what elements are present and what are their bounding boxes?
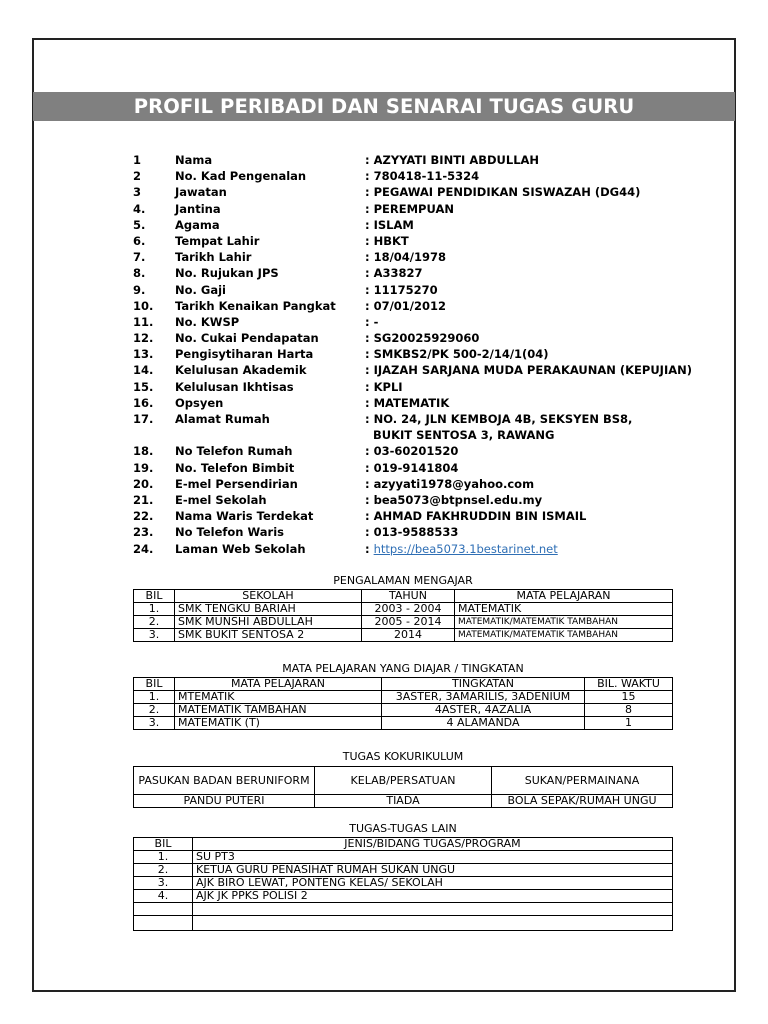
profile-value: : 019-9141804: [365, 460, 459, 475]
profile-number: 21.: [133, 492, 154, 507]
school-website-link[interactable]: https://bea5073.1bestarinet.net: [373, 541, 558, 556]
table-cell: 4ASTER, 4AZALIA: [382, 704, 585, 717]
profile-number: 15.: [133, 379, 154, 394]
column-header: KELAB/PERSATUAN: [315, 767, 492, 795]
column-header: SEKOLAH: [175, 590, 362, 603]
profile-row: [133, 362, 693, 378]
table-cell: MATEMATIK TAMBAHAN: [175, 704, 382, 717]
table-cell: BOLA SEPAK/RUMAH UNGU: [492, 795, 673, 808]
table-header-row: [134, 767, 673, 795]
profile-value: : 18/04/1978: [365, 250, 447, 265]
table-cell: 2.: [134, 616, 175, 629]
table-cell: MATEMATIK/MATEMATIK TAMBAHAN: [455, 629, 673, 642]
profile-number: 13.: [133, 347, 154, 362]
table-cell: SU PT3: [193, 851, 673, 864]
table-row: [134, 877, 673, 890]
profile-number: 12.: [133, 331, 154, 346]
table-header-row: [134, 838, 673, 851]
other-duties-table: [133, 837, 673, 931]
profile-row: [133, 541, 693, 557]
profile-label: E-mel Sekolah: [175, 492, 267, 507]
profile-number: 4.: [133, 201, 146, 216]
column-header: MATA PELAJARAN: [455, 590, 673, 603]
teaching-experience-table: [133, 589, 673, 642]
profile-label: Agama: [175, 217, 220, 232]
profile-number: 17.: [133, 412, 154, 426]
table-cell: 8: [585, 704, 673, 717]
column-header: JENIS/BIDANG TUGAS/PROGRAM: [193, 838, 673, 851]
table-cell: [193, 916, 673, 931]
table-cell: 2.: [134, 864, 193, 877]
profile-row: [133, 249, 693, 265]
table-row: [134, 704, 673, 717]
table-cell: 3.: [134, 629, 175, 642]
profile-number: 7.: [133, 250, 146, 265]
profile-value: [365, 541, 558, 557]
column-header: BIL. WAKTU: [585, 678, 673, 691]
column-header: SUKAN/PERMAINANA: [492, 767, 673, 795]
profile-label: No. Kad Pengenalan: [175, 169, 307, 184]
profile-row: [133, 508, 693, 524]
table-header-row: [134, 678, 673, 691]
profile-value: : ISLAM: [365, 217, 414, 232]
column-header: TINGKATAN: [382, 678, 585, 691]
profile-value: : SMKBS2/PK 500-2/14/1(04): [365, 347, 549, 362]
profile-value: : bea5073@btpnsel.edu.my: [365, 492, 543, 507]
table-row: [134, 691, 673, 704]
profile-number: 5.: [133, 217, 146, 232]
profile-row: [133, 524, 693, 540]
table-row: [134, 616, 673, 629]
table-cell: PANDU PUTERI: [134, 795, 315, 808]
profile-number: 24.: [133, 541, 154, 556]
profile-value: : 03-60201520: [365, 444, 459, 459]
profile-label: Jawatan: [175, 185, 227, 200]
table-cell: 15: [585, 691, 673, 704]
profile-label: Tarikh Kenaikan Pangkat: [175, 298, 336, 313]
profile-row: [133, 184, 693, 200]
profile-number: 19.: [133, 460, 154, 475]
table-cell: 1.: [134, 691, 175, 704]
table-cell: 2014: [362, 629, 455, 642]
table-cell: MATEMATIK: [455, 603, 673, 616]
profile-label: No Telefon Rumah: [175, 444, 293, 459]
profile-label: Kelulusan Ikhtisas: [175, 379, 294, 394]
column-header: TAHUN: [362, 590, 455, 603]
table-cell: [193, 903, 673, 916]
profile-label: Alamat Rumah: [175, 412, 270, 426]
profile-number: 10.: [133, 298, 154, 313]
table-cell: 1.: [134, 851, 193, 864]
profile-row: [133, 476, 693, 492]
profile-row: [133, 395, 693, 411]
table-cell: MATEMATIK/MATEMATIK TAMBAHAN: [455, 616, 673, 629]
table-row: [134, 603, 673, 616]
profile-number: 8.: [133, 266, 146, 281]
column-header: MATA PELAJARAN: [175, 678, 382, 691]
table-cell: 2003 - 2004: [362, 603, 455, 616]
profile-label: Nama Waris Terdekat: [175, 509, 314, 524]
profile-row: [133, 217, 693, 233]
table-cell: AJK JK PPKS POLISI 2: [193, 890, 673, 903]
profile-row: [133, 379, 693, 395]
profile-row: [133, 443, 693, 459]
cocurriculum-table: [133, 766, 673, 808]
column-header: PASUKAN BADAN BERUNIFORM: [134, 767, 315, 795]
table-row: [134, 890, 673, 903]
table-cell: 3ASTER, 3AMARILIS, 3ADENIUM: [382, 691, 585, 704]
teaching-experience-title: PENGALAMAN MENGAJAR: [333, 574, 473, 587]
profile-value: : azyyati1978@yahoo.com: [365, 476, 535, 491]
address-line-1: : NO. 24, JLN KEMBOJA 4B, SEKSYEN BS8,: [365, 412, 633, 426]
profile-row: [133, 152, 693, 168]
profile-label: No Telefon Waris: [175, 525, 284, 540]
table-row: [134, 629, 673, 642]
column-header: BIL: [134, 678, 175, 691]
profile-value: : 11175270: [365, 282, 438, 297]
table-cell: AJK BIRO LEWAT, PONTENG KELAS/ SEKOLAH: [193, 877, 673, 890]
profile-value: : 013-9588533: [365, 525, 459, 540]
profile-value: : KPLI: [365, 379, 403, 394]
profile-number: 14.: [133, 363, 154, 378]
table-cell: 2.: [134, 704, 175, 717]
table-row: [134, 795, 673, 808]
table-cell: 4.: [134, 890, 193, 903]
profile-value: : 07/01/2012: [365, 298, 447, 313]
subjects-taught-title: MATA PELAJARAN YANG DIAJAR / TINGKATAN: [282, 662, 524, 675]
profile-value: : A33827: [365, 266, 423, 281]
profile-list: [133, 152, 693, 557]
profile-row: [133, 233, 693, 249]
table-row: [134, 903, 673, 916]
profile-label: Laman Web Sekolah: [175, 541, 306, 556]
table-cell: 1.: [134, 603, 175, 616]
profile-value: : -: [365, 314, 379, 329]
table-cell: 1: [585, 717, 673, 730]
column-header: BIL: [134, 838, 193, 851]
table-cell: SMK MUNSHI ABDULLAH: [175, 616, 362, 629]
document-title: PROFIL PERIBADI DAN SENARAI TUGAS GURU: [133, 95, 635, 118]
profile-row: [133, 314, 693, 330]
profile-label: No. KWSP: [175, 314, 240, 329]
column-header: BIL: [134, 590, 175, 603]
profile-number: 18.: [133, 444, 154, 459]
profile-value: : IJAZAH SARJANA MUDA PERAKAUNAN (KEPUJIAN): [365, 363, 693, 378]
profile-number: 6.: [133, 233, 146, 248]
profile-row: [133, 492, 693, 508]
profile-number: 16.: [133, 395, 154, 410]
profile-label: No. Cukai Pendapatan: [175, 331, 319, 346]
table-cell: MATEMATIK (T): [175, 717, 382, 730]
profile-row: [133, 201, 693, 217]
profile-number: 3: [133, 185, 142, 200]
table-cell: SMK TENGKU BARIAH: [175, 603, 362, 616]
profile-number: 1: [133, 153, 142, 167]
table-row: [134, 864, 673, 877]
address-line-2: BUKIT SENTOSA 3, RAWANG: [373, 428, 555, 443]
profile-row: [133, 265, 693, 281]
profile-row: [133, 346, 693, 362]
profile-number: 20.: [133, 476, 154, 491]
profile-row: [133, 330, 693, 346]
table-cell: 3.: [134, 717, 175, 730]
table-row: [134, 851, 673, 864]
table-cell: SMK BUKIT SENTOSA 2: [175, 629, 362, 642]
profile-number: 22.: [133, 509, 154, 524]
profile-value: : PEGAWAI PENDIDIKAN SISWAZAH (DG44): [365, 185, 641, 200]
profile-label: Tempat Lahir: [175, 233, 260, 248]
profile-number: 11.: [133, 314, 154, 329]
profile-value: : AZYYATI BINTI ABDULLAH: [365, 153, 540, 167]
website-colon: :: [365, 541, 370, 556]
table-row: [134, 916, 673, 931]
profile-number: 9.: [133, 282, 146, 297]
profile-value: [365, 411, 632, 443]
profile-label: Pengisytiharan Harta: [175, 347, 314, 362]
table-cell: KETUA GURU PENASIHAT RUMAH SUKAN UNGU: [193, 864, 673, 877]
table-cell: [134, 916, 193, 931]
profile-row: [133, 168, 693, 184]
subjects-taught-table: [133, 677, 673, 730]
profile-row: [133, 298, 693, 314]
table-cell: TIADA: [315, 795, 492, 808]
profile-value: : HBKT: [365, 233, 409, 248]
profile-value: : 780418-11-5324: [365, 169, 480, 184]
profile-value: : AHMAD FAKHRUDDIN BIN ISMAIL: [365, 509, 587, 524]
profile-number: 2: [133, 169, 142, 184]
profile-label: No. Gaji: [175, 282, 226, 297]
profile-label: Tarikh Lahir: [175, 250, 252, 265]
table-row: [134, 717, 673, 730]
profile-label: No. Telefon Bimbit: [175, 460, 295, 475]
profile-label: Kelulusan Akademik: [175, 363, 307, 378]
profile-label: Jantina: [175, 201, 221, 216]
table-cell: 4 ALAMANDA: [382, 717, 585, 730]
table-header-row: [134, 590, 673, 603]
profile-row: [133, 460, 693, 476]
table-cell: 2005 - 2014: [362, 616, 455, 629]
table-cell: MTEMATIK: [175, 691, 382, 704]
profile-row: [133, 282, 693, 298]
table-cell: [134, 903, 193, 916]
profile-row: [133, 411, 693, 443]
other-duties-title: TUGAS-TUGAS LAIN: [349, 822, 457, 835]
profile-value: : MATEMATIK: [365, 395, 450, 410]
profile-value: : PEREMPUAN: [365, 201, 454, 216]
profile-label: Nama: [175, 153, 213, 167]
profile-label: E-mel Persendirian: [175, 476, 298, 491]
profile-number: 23.: [133, 525, 154, 540]
table-cell: 3.: [134, 877, 193, 890]
cocurriculum-title: TUGAS KOKURIKULUM: [342, 750, 464, 763]
profile-label: Opsyen: [175, 395, 224, 410]
profile-value: : SG20025929060: [365, 331, 480, 346]
profile-label: No. Rujukan JPS: [175, 266, 279, 281]
